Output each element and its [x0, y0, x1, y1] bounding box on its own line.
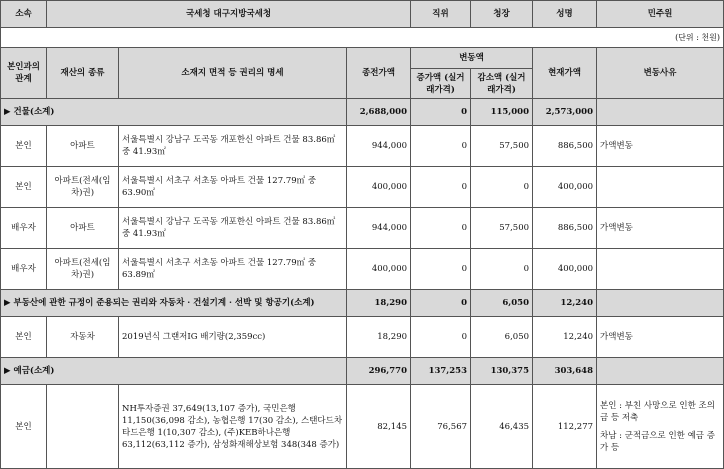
- reason-line: 본인 : 부친 사망으로 인한 조의금 등 저축: [600, 400, 715, 423]
- section-current: 2,573,000: [533, 99, 597, 126]
- table-row: [1, 249, 724, 290]
- position-value: 청장: [471, 1, 533, 28]
- col-prior-value: 종전가액: [347, 48, 411, 99]
- name-label: 성명: [533, 1, 597, 28]
- row-reason: [597, 317, 724, 358]
- row-asset-type: [47, 385, 119, 469]
- table-row: [1, 208, 724, 249]
- col-change-group: 변동액: [411, 48, 533, 69]
- row-increase: 0: [411, 126, 471, 167]
- section-increase: 0: [411, 99, 471, 126]
- row-current: 112,277: [533, 385, 597, 469]
- row-reason: [597, 249, 724, 290]
- section-subtotal-row: [1, 358, 724, 385]
- header-row: [1, 1, 724, 28]
- reason-line: 가액변동: [600, 223, 633, 233]
- section-subtotal-row: [1, 290, 724, 317]
- section-increase: 0: [411, 290, 471, 317]
- col-decrease: 감소액 (실거래가격): [471, 69, 533, 99]
- row-increase: 0: [411, 249, 471, 290]
- row-decrease: 46,435: [471, 385, 533, 469]
- row-description: 서울특별시 서초구 서초동 아파트 건물 127.79㎡ 중 63.89㎡: [119, 249, 347, 290]
- col-reason: 변동사유: [597, 48, 724, 99]
- table-row: [1, 126, 724, 167]
- row-asset-type: 아파트: [47, 208, 119, 249]
- affiliation-label: 소속: [1, 1, 47, 28]
- col-asset-type: 재산의 종류: [47, 48, 119, 99]
- section-title: ▶ 건물(소계): [1, 99, 347, 126]
- row-increase: 0: [411, 208, 471, 249]
- row-increase: 0: [411, 167, 471, 208]
- row-reason: [597, 385, 724, 469]
- row-increase: 0: [411, 317, 471, 358]
- unit-row: [1, 28, 724, 48]
- reason-line: 가액변동: [600, 332, 633, 342]
- row-description: 서울특별시 서초구 서초동 아파트 건물 127.79㎡ 중 63.90㎡: [119, 167, 347, 208]
- row-prior: 944,000: [347, 126, 411, 167]
- column-header-row: [1, 48, 724, 69]
- row-relation: 본인: [1, 317, 47, 358]
- row-asset-type: 아파트(전세(임차)권): [47, 249, 119, 290]
- col-increase: 증가액 (실거래가격): [411, 69, 471, 99]
- section-reason: [597, 290, 724, 317]
- row-reason: [597, 208, 724, 249]
- row-description: NH투자증권 37,649(13,107 증가), 국민은행 11,150(36,098 감소), 농협은행 17(30 감소), 스탠다드차타드은행 1(10,307 감소), (주)KEB하나은행 63,112(63,112 증가), 삼성화재해상보험 348(348 증가): [119, 385, 347, 469]
- row-asset-type: 아파트: [47, 126, 119, 167]
- section-title: ▶ 부동산에 관한 규정이 준용되는 권리와 자동차 · 건설기계 · 선박 및 항공기(소계): [1, 290, 347, 317]
- row-increase: 76,567: [411, 385, 471, 469]
- row-reason: [597, 167, 724, 208]
- row-description: 2019년식 그랜저IG 배기량(2,359cc): [119, 317, 347, 358]
- col-current-value: 현재가액: [533, 48, 597, 99]
- row-current: 400,000: [533, 167, 597, 208]
- row-current: 886,500: [533, 208, 597, 249]
- section-prior: 2,688,000: [347, 99, 411, 126]
- row-prior: 400,000: [347, 167, 411, 208]
- table-row: [1, 167, 724, 208]
- row-decrease: 57,500: [471, 126, 533, 167]
- row-current: 886,500: [533, 126, 597, 167]
- row-decrease: 0: [471, 167, 533, 208]
- reason-line: 가액변동: [600, 141, 633, 151]
- row-relation: 배우자: [1, 208, 47, 249]
- reason-line: 차남 : 군적금으로 인한 예금 증가 등: [600, 430, 715, 453]
- position-label: 직위: [411, 1, 471, 28]
- section-increase: 137,253: [411, 358, 471, 385]
- section-decrease: 115,000: [471, 99, 533, 126]
- row-current: 12,240: [533, 317, 597, 358]
- row-prior: 944,000: [347, 208, 411, 249]
- row-relation: 본인: [1, 126, 47, 167]
- col-relation: 본인과의 관계: [1, 48, 47, 99]
- row-asset-type: 아파트(전세(임차)권): [47, 167, 119, 208]
- section-prior: 18,290: [347, 290, 411, 317]
- table-row: [1, 317, 724, 358]
- col-description: 소재지 면적 등 권리의 명세: [119, 48, 347, 99]
- section-reason: [597, 99, 724, 126]
- row-reason: [597, 126, 724, 167]
- section-reason: [597, 358, 724, 385]
- section-current: 303,648: [533, 358, 597, 385]
- section-title: ▶ 예금(소계): [1, 358, 347, 385]
- row-description: 서울특별시 강남구 도곡동 개포한신 아파트 건물 83.86㎡ 중 41.93㎡: [119, 126, 347, 167]
- row-prior: 18,290: [347, 317, 411, 358]
- row-relation: 본인: [1, 167, 47, 208]
- section-current: 12,240: [533, 290, 597, 317]
- section-subtotal-row: [1, 99, 724, 126]
- name-value: 민주원: [597, 1, 724, 28]
- row-decrease: 6,050: [471, 317, 533, 358]
- row-description: 서울특별시 강남구 도곡동 개포한신 아파트 건물 83.86㎡ 중 41.93㎡: [119, 208, 347, 249]
- section-prior: 296,770: [347, 358, 411, 385]
- row-decrease: 57,500: [471, 208, 533, 249]
- section-decrease: 130,375: [471, 358, 533, 385]
- table-row: [1, 385, 724, 469]
- section-decrease: 6,050: [471, 290, 533, 317]
- row-current: 400,000: [533, 249, 597, 290]
- row-relation: 배우자: [1, 249, 47, 290]
- row-asset-type: 자동차: [47, 317, 119, 358]
- row-prior: 82,145: [347, 385, 411, 469]
- unit-note: (단위 : 천원): [597, 28, 724, 48]
- row-relation: 본인: [1, 385, 47, 469]
- affiliation-value: 국세청 대구지방국세청: [47, 1, 411, 28]
- row-decrease: 0: [471, 249, 533, 290]
- row-prior: 400,000: [347, 249, 411, 290]
